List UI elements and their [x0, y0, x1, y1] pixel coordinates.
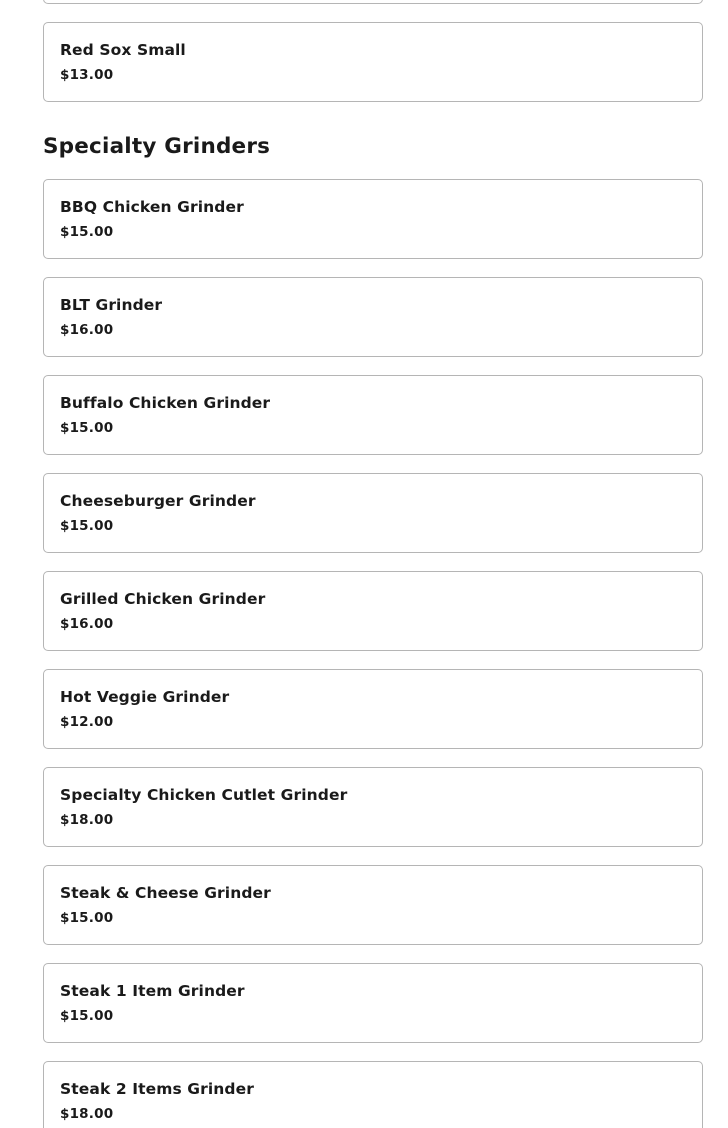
- menu-item-name: BBQ Chicken Grinder: [60, 198, 244, 216]
- menu-item-name: Grilled Chicken Grinder: [60, 590, 266, 608]
- menu-item-card-clipped[interactable]: [43, 0, 703, 4]
- menu-item-card[interactable]: [43, 179, 703, 259]
- menu-item-card[interactable]: [43, 767, 703, 847]
- menu-item-price: $15.00: [60, 518, 114, 534]
- menu-item-price: $15.00: [60, 1008, 114, 1024]
- menu-item-card[interactable]: [43, 473, 703, 553]
- menu-item-price: $13.00: [60, 67, 114, 83]
- menu-item-name: Specialty Chicken Cutlet Grinder: [60, 786, 348, 804]
- menu-item-name: Steak 1 Item Grinder: [60, 982, 245, 1000]
- menu-item-price: $16.00: [60, 616, 114, 632]
- menu-item-name: Steak 2 Items Grinder: [60, 1080, 254, 1098]
- menu-item-price: $15.00: [60, 910, 114, 926]
- menu-item-name: Hot Veggie Grinder: [60, 688, 230, 706]
- menu-item-price: $18.00: [60, 812, 114, 828]
- menu-item-name: Buffalo Chicken Grinder: [60, 394, 271, 412]
- menu-item-name: Cheeseburger Grinder: [60, 492, 256, 510]
- menu-item-card[interactable]: [43, 22, 703, 102]
- menu-item-card[interactable]: [43, 669, 703, 749]
- menu-item-price: $12.00: [60, 714, 114, 730]
- menu-item-card[interactable]: [43, 571, 703, 651]
- menu-item-card[interactable]: [43, 277, 703, 357]
- menu-item-name: BLT Grinder: [60, 296, 163, 314]
- section-title-specialty-grinders: Specialty Grinders: [43, 134, 271, 159]
- menu-item-name: Steak & Cheese Grinder: [60, 884, 271, 902]
- menu-item-name: Red Sox Small: [60, 41, 186, 59]
- menu-item-card[interactable]: [43, 375, 703, 455]
- menu-item-card[interactable]: [43, 963, 703, 1043]
- menu-item-card[interactable]: [43, 1061, 703, 1128]
- menu-item-price: $18.00: [60, 1106, 114, 1122]
- menu-item-price: $16.00: [60, 322, 114, 338]
- menu-item-card[interactable]: [43, 865, 703, 945]
- menu-item-price: $15.00: [60, 224, 114, 240]
- menu-item-price: $15.00: [60, 420, 114, 436]
